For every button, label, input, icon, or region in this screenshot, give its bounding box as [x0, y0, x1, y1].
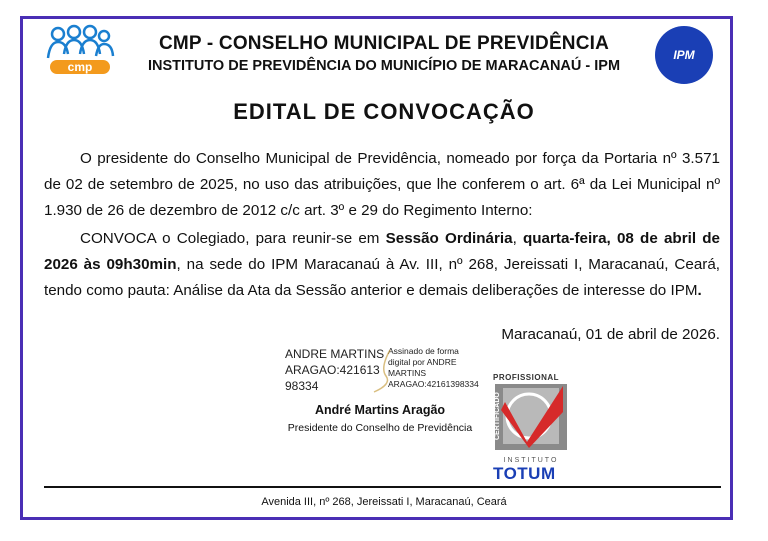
header-subtitle: INSTITUTO DE PREVIDÊNCIA DO MUNICÍPIO DE MARACANAÚ - IPM: [147, 58, 621, 74]
cmp-logo-text: cmp: [67, 60, 93, 74]
note-line: digital por ANDRE: [388, 357, 457, 367]
note-line: ARAGAO:42161398334: [388, 379, 479, 389]
signer-role: Presidente do Conselho de Previdência: [287, 422, 473, 434]
convoca-text: CONVOCA o Colegiado, para reunir-se em: [80, 230, 386, 247]
note-line: MARTINS: [388, 368, 427, 378]
seal-brand: TOTUM: [493, 464, 556, 483]
signer-person-name: André Martins Aragão: [314, 403, 446, 417]
seal-check-icon: [493, 382, 569, 452]
session-type: Sessão Ordinária: [385, 230, 513, 247]
digital-signature-note: [388, 346, 488, 390]
signature-mark: [360, 346, 400, 396]
session-datetime: quarta-feira, 08 de abril de 2026 às 09h30min: [44, 230, 720, 273]
place-date: Maracanaú, 01 de abril de 2026.: [501, 326, 720, 343]
document-title: EDITAL DE CONVOCAÇÃO: [233, 99, 535, 124]
seal-side-text: CERTIFICADO: [494, 392, 501, 440]
totum-seal: [493, 373, 569, 483]
paragraph-intro-text: O presidente do Conselho Municipal de Previdência, nomeado por força da Portaria nº 3.571 de 02 de setembro de 2025, no uso das atribuições, que lhe conferem o art. 6ª da Lei Municipal nº 1.930 de 26 de dezembro de 2012 c/c art. 3º e 29 do Regimento Interno:: [44, 150, 720, 219]
seal-institute-text: INSTITUTO: [503, 457, 559, 464]
header-title: CMP - CONSELHO MUNICIPAL DE PREVIDÊNCIA: [158, 33, 610, 54]
separator-text: ,: [512, 230, 523, 247]
signer-line: ANDRE MARTINS: [285, 347, 385, 361]
agenda-text: , na sede do IPM Maracanaú à Av. III, nº 268, Jereissati I, Maracanaú, Ceará, tendo como pauta: Análise da Ata da Sessão anterior e demais deliberações de interesse do IPM: [44, 256, 720, 299]
seal-top-text: PROFISSIONAL: [493, 373, 560, 382]
paragraph-convocation: [44, 226, 720, 304]
footer-address: Avenida III, nº 268, Jereissati I, Maracanaú, Ceará: [261, 496, 507, 508]
footer-divider: [44, 486, 721, 488]
ipm-logo-text: IPM: [673, 48, 695, 62]
paragraph-intro: [44, 146, 720, 224]
note-line: Assinado de forma: [388, 346, 459, 356]
signer-line: ARAGAO:421613: [285, 363, 380, 377]
agenda-period: .: [697, 282, 702, 299]
signer-line: 98334: [285, 379, 319, 393]
